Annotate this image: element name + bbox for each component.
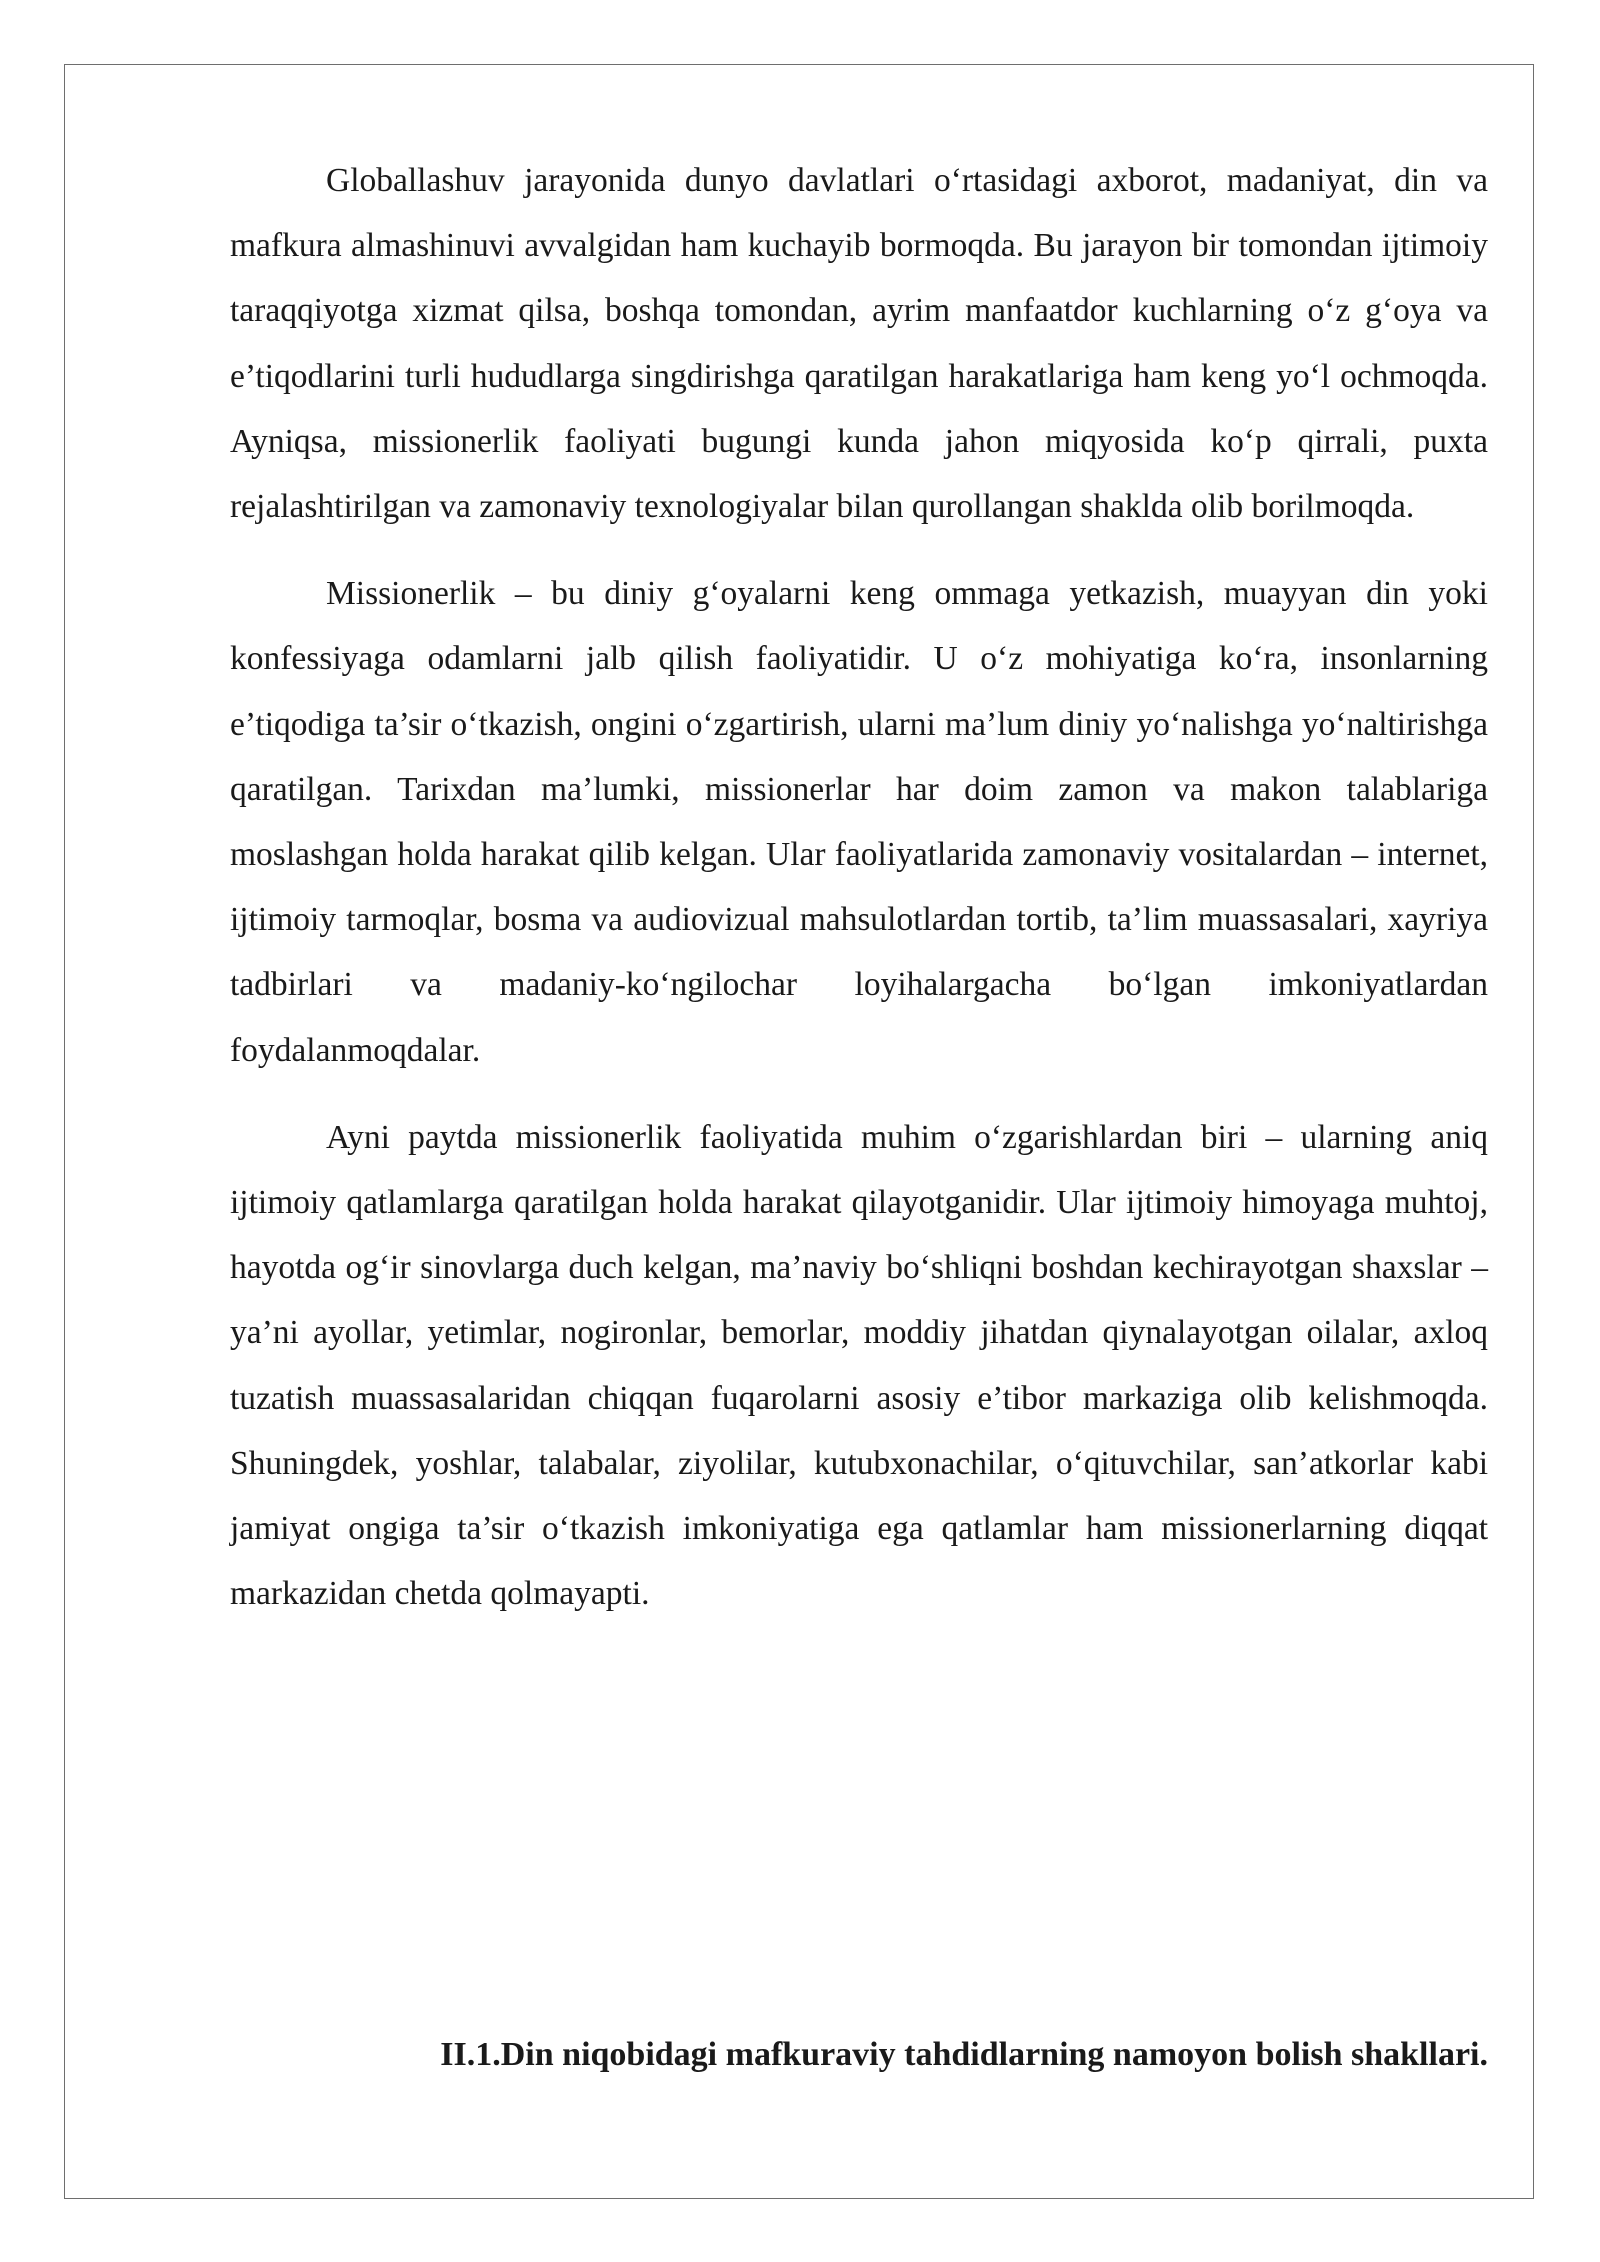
section-heading: II.1.Din niqobidagi mafkuraviy tahdidlarning namoyon bolish shakllari. [440, 2036, 1488, 2073]
paragraph-globalization: Globallashuv jarayonida dunyo davlatlari o‘rtasidagi axborot, madaniyat, din va mafkura almashinuvi avvalgidan ham kuchayib bormoqda. Bu jarayon bir tomondan ijtimoiy taraqqiyotga xizmat qilsa, boshqa tomondan, ayrim manfaatdor kuchlarning o‘z g‘oya va e’tiqodlarini turli hududlarga singdirishga qaratilgan harakatlariga ham keng yo‘l ochmoqda. Ayniqsa, missionerlik faoliyati bugungi kunda jahon miqyosida ko‘p qirrali, puxta rejalashtirilgan va zamonaviy texnologiyalar bilan qurollangan shaklda olib borilmoqda. [230, 162, 1488, 526]
paragraph-missionary-definition: Missionerlik – bu diniy g‘oyalarni keng ommaga yetkazish, muayyan din yoki konfessiyaga odamlarni jalb qilish faoliyatidir. U o‘z mohiyatiga ko‘ra, insonlarning e’tiqodiga ta’sir o‘tkazish, ongini o‘zgartirish, ularni ma’lum diniy yo‘nalishga yo‘naltirishga qaratilgan. Tarixdan ma’lumki, missionerlar har doim zamon va makon talablariga moslashgan holda harakat qilib kelgan. Ular faoliyatlarida zamonaviy vositalardan – internet, ijtimoiy tarmoqlar, bosma va audiovizual mahsulotlardan tortib, ta’lim muassasalari, xayriya tadbirlari va madaniy-ko‘ngilochar loyihalargacha bo‘lgan imkoniyatlardan foydalanmoqdalar. [230, 575, 1488, 1069]
document-body [230, 148, 1488, 1648]
paragraph-target-groups: Ayni paytda missionerlik faoliyatida muhim o‘zgarishlardan biri – ularning aniq ijtimoiy qatlamlarga qaratilgan holda harakat qilayotganidir. Ular ijtimoiy himoyaga muhtoj, hayotda og‘ir sinovlarga duch kelgan, ma’naviy bo‘shliqni boshdan kechirayotgan shaxslar – ya’ni ayollar, yetimlar, nogironlar, bemorlar, moddiy jihatdan qiynalayotgan oilalar, axloq tuzatish muassasalaridan chiqqan fuqarolarni asosiy e’tibor markaziga olib kelishmoqda. Shuningdek, yoshlar, talabalar, ziyolilar, kutubxonachilar, o‘qituvchilar, san’atkorlar kabi jamiyat ongiga ta’sir o‘tkazish imkoniyatiga ega qatlamlar ham missionerlarning diqqat markazidan chetda qolmayapti. [230, 1118, 1488, 1613]
